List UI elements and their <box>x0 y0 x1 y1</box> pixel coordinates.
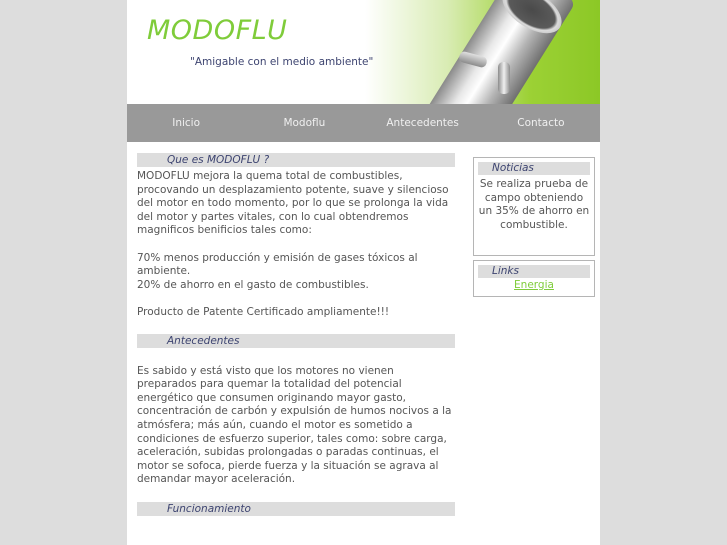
page-container <box>127 0 600 545</box>
section-paragraph: Es sabido y está visto que los motores no vienen preparados para quemar la totalidad del potencial energético que consumen originando mayor gasto, concentración de carbón y expulsión de humos nocivos a la atmósfera; más aún, cuando el motor es sometido a condiciones de esfuerzo superior, tales como: sobre carga, aceleración, subidas prolongadas o paradas continuas, el motor se sofoca, pierde fuerza y la situación se agrava al demandar mayor aceleración. <box>137 364 452 486</box>
news-text: Se realiza prueba de campo obteniendo un 35% de ahorro en combustible. <box>478 178 590 231</box>
links-heading: Links <box>478 265 590 278</box>
header-banner <box>127 0 600 104</box>
news-heading: Noticias <box>478 162 590 175</box>
news-box <box>473 157 595 256</box>
section-paragraph: 70% menos producción y emisión de gases tóxicos al ambiente. <box>137 251 418 278</box>
section-heading-antecedentes: Antecedentes <box>137 334 455 348</box>
sidebar <box>473 157 595 297</box>
section-heading-funcionamiento: Funcionamiento <box>137 502 455 516</box>
section-paragraph: Producto de Patente Certificado ampliamente!!! <box>137 305 390 318</box>
nav-item-contacto[interactable]: Contacto <box>517 117 565 129</box>
site-slogan: "Amigable con el medio ambiente" <box>190 56 374 68</box>
site-title: MODOFLU <box>147 15 288 46</box>
main-content <box>137 153 455 516</box>
link-energia[interactable]: Energia <box>514 279 554 291</box>
nav-item-antecedentes[interactable]: Antecedentes <box>386 117 459 129</box>
nav-item-modoflu[interactable]: Modoflu <box>283 117 326 129</box>
nav-item-inicio[interactable]: Inicio <box>172 117 201 129</box>
section-paragraph: 20% de ahorro en el gasto de combustibles. <box>137 278 369 291</box>
section-paragraph: MODOFLU mejora la quema total de combustibles, procovando un desplazamiento potente, suave y silencioso del motor en todo momento, por lo que se prolonga la vida del motor y partes vitales, con lo cual obtendremos magnificos benificios tales como: <box>137 170 449 237</box>
product-image-nozzle <box>498 62 510 94</box>
links-box <box>473 260 595 297</box>
main-nav <box>127 104 600 142</box>
section-heading-que-es: Que es MODOFLU ? <box>137 153 455 167</box>
